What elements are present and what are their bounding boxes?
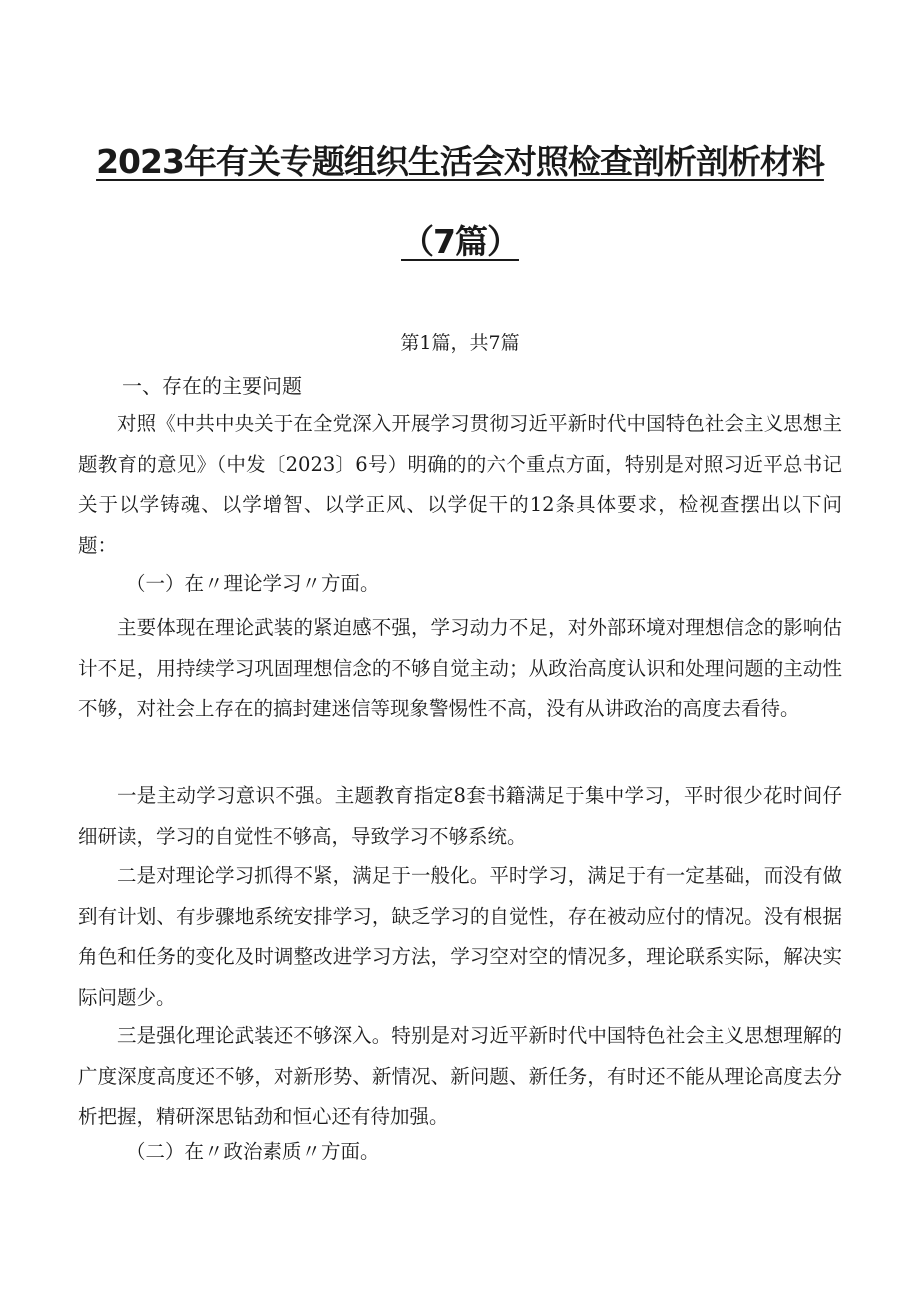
intro-paragraph: 对照《中共中央关于在全党深入开展学习贯彻习近平新时代中国特色社会主义思想主题教育的意见》（中发〔2023〕6号）明确的的六个重点方面，特别是对照习近平总书记关于以学铸魂、以学增智、以学正风、以学促干的12条具体要求，检视查摆出以下问题： [78, 412, 842, 557]
paragraph-point-1: 一是主动学习意识不强。主题教育指定8套书籍满足于集中学习，平时很少花时间仔细研读，学习的自觉性不够高，导致学习不够系统。 [78, 784, 842, 848]
paragraph-point-2: 二是对理论学习抓得不紧，满足于一般化。平时学习，满足于有一定基础，而没有做到有计划、有步骤地系统安排学习，缺乏学习的自觉性，存在被动应付的情况。没有根据角色和任务的变化及时调整改进学习方法，学习空对空的情况多，理论联系实际，解决实际问题少。 [78, 864, 842, 1009]
paragraph-summary: 主要体现在理论武装的紧迫感不强，学习动力不足，对外部环境对理想信念的影响估计不足，用持续学习巩固理想信念的不够自觉主动；从政治高度认识和处理问题的主动性不够，对社会上存在的搞封建迷信等现象警惕性不高，没有从讲政治的高度去看待。 [78, 616, 842, 720]
section-heading: 一、存在的主要问题 [122, 374, 302, 398]
sub-heading-theory-study: （一）在〃理论学习〃方面。 [126, 572, 380, 595]
part-counter: 第1篇，共7篇 [400, 332, 520, 354]
sub-heading-political-quality: （二）在〃政治素质〃方面。 [126, 1140, 380, 1163]
document-title-line-1: 2023年有关专题组织生活会对照检查剖析剖析材料 [96, 142, 824, 181]
document-title-line-2: （7篇） [401, 222, 519, 261]
paragraph-point-3: 三是强化理论武装还不够深入。特别是对习近平新时代中国特色社会主义思想理解的广度深度高度还不够，对新形势、新情况、新问题、新任务，有时还不能从理论高度去分析把握，精研深思钻劲和恒心还有待加强。 [78, 1024, 842, 1128]
